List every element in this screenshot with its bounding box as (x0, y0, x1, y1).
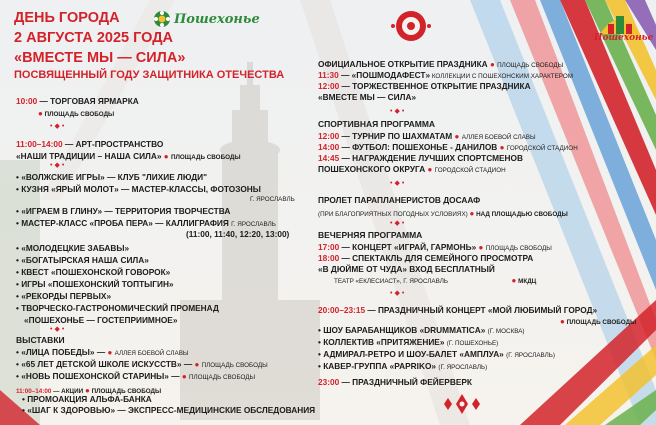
location-pin-icon: ● (454, 132, 460, 141)
exhibition-item: • «65 ЛЕТ ДЕТСКОЙ ШКОЛЕ ИСКУССТВ» — ● ПЛОЩАДЬ СВОБОДЫ (16, 359, 268, 369)
concert-item: • КАВЕР-ГРУППА «PAPRIKO» (Г. ЯРОСЛАВЛЬ) (318, 361, 488, 371)
concert-place-row: ● ПЛОЩАДЬ СВОБОДЫ (560, 317, 637, 326)
concert-item: • АДМИРАЛ-РЕТРО И ШОУ-БАЛЕТ «АМПЛУА» (Г. ЯРОСЛАВЛЬ) (318, 349, 556, 359)
location-pin-icon: ● (163, 152, 169, 161)
art-sub: «НАШИ ТРАДИЦИИ – НАША СИЛА» (16, 151, 162, 161)
actions-item: • ПРОМОАКЦИЯ АЛЬФА-БАНКА (22, 394, 152, 404)
art-sub-row (16, 152, 241, 161)
sport-title: СПОРТИВНАЯ ПРОГРАММА (318, 119, 436, 129)
games-item: • «МОЛОДЕЦКИЕ ЗАБАВЫ» (16, 243, 130, 253)
location-pin-icon: ● (478, 243, 484, 252)
ornament-divider: •◆• (50, 162, 67, 169)
fair-place: ПЛОЩАДЬ СВОБОДЫ (44, 111, 115, 118)
header-slogan: «ВМЕСТЕ МЫ — СИЛА» (14, 50, 186, 66)
opening-2-sub: «ВМЕСТЕ МЫ — СИЛА» (318, 92, 417, 102)
exhibitions-title: ВЫСТАВКИ (16, 335, 65, 345)
fireworks-row: 23:00 — ПРАЗДНИЧНЫЙ ФЕЙЕРВЕРК (318, 377, 472, 387)
calligraphy-times: (11:00, 11:40, 12:20, 13:00) (186, 229, 290, 239)
art-item: • МАСТЕР-КЛАСС «ПРОБА ПЕРА» — КАЛЛИГРАФИЯ Г. ЯРОСЛАВЛЬ (16, 218, 276, 228)
actions-row: 11:00–14:00 — АКЦИИ ● ПЛОЩАДЬ СВОБОДЫ (16, 386, 162, 395)
location-pin-icon: ● (469, 209, 475, 218)
games-item: • «РЕКОРДЫ ПЕРВЫХ» (16, 291, 112, 301)
opening-1-row: 11:30 — «ПОШМОДАФЕСТ» КОЛЛЕКЦИИ С ПОШЕХОНСКИМ ХАРАКТЕРОМ (318, 70, 574, 80)
fair-place-row (38, 110, 114, 118)
ev-2-row: 18:00 — СПЕКТАКЛЬ ДЛЯ СЕМЕЙНОГО ПРОСМОТРА (318, 253, 534, 263)
art-title: — АРТ-ПРОСТРАНСТВО (62, 139, 164, 149)
opening-title-row: ОФИЦИАЛЬНОЕ ОТКРЫТИЕ ПРАЗДНИКА ● ПЛОЩАДЬ СВОБОДЫ (318, 59, 564, 69)
ev-1-row: 17:00 — КОНЦЕРТ «ИГРАЙ, ГАРМОНЬ» ● ПЛОЩАДЬ СВОБОДЫ (318, 242, 552, 252)
location-pin-icon: ● (181, 372, 187, 381)
header-line-1: ДЕНЬ ГОРОДА (14, 10, 120, 26)
exhibition-item: • «НОВЬ ПОШЕХОНСКОЙ СТАРИНЫ» — ● ПЛОЩАДЬ СВОБОДЫ (16, 371, 256, 381)
actions-item: • «ШАГ К ЗДОРОВЬЮ» — ЭКСПРЕСС-МЕДИЦИНСКИЕ ОБСЛЕДОВАНИЯ (22, 405, 316, 415)
header-subtitle: ПОСВЯЩЕННЫЙ ГОДУ ЗАЩИТНИКА ОТЕЧЕСТВА (14, 69, 285, 81)
ev-2-theatre-row: ТЕАТР «ЕКЛЕСИАСТ», Г. ЯРОСЛАВЛЬ ● МКДЦ (334, 276, 537, 285)
flower-logo-icon (153, 10, 171, 28)
games-item: «ПОШЕХОНЬЕ — ГОСТЕПРИИМНОЕ» (24, 315, 178, 325)
folk-ornament-bottom-icon (440, 392, 484, 416)
corner-logo (594, 8, 654, 48)
concert-item: • КОЛЛЕКТИВ «ПРИТЯЖЕНИЕ» (Г. ПОШЕХОНЬЕ) (318, 337, 499, 347)
ornament-divider: •◆• (390, 290, 407, 297)
ornament-divider: •◆• (390, 180, 407, 187)
folk-ornament-icon (388, 8, 434, 44)
header-logo-text: Пошехонье (174, 12, 260, 27)
location-pin-icon: ● (560, 317, 565, 326)
location-pin-icon: ● (84, 386, 90, 395)
sport-1-row: 12:00 — ТУРНИР ПО ШАХМАТАМ ● АЛЛЕЯ БОЕВОЙ СЛАВЫ (318, 131, 536, 141)
art-city: Г. ЯРОСЛАВЛЬ (250, 196, 295, 203)
location-pin-icon: ● (427, 165, 433, 174)
art-row (16, 140, 163, 148)
sport-3-row: 14:45 — НАГРАЖДЕНИЕ ЛУЧШИХ СПОРТСМЕНОВ (318, 153, 523, 163)
ornament-divider: •◆• (390, 108, 407, 115)
art-item: • «ВОЛЖСКИЕ ИГРЫ» — КЛУБ "ЛИХИЕ ЛЮДИ" (16, 172, 208, 182)
opening-2-row: 12:00 — ТОРЖЕСТВЕННОЕ ОТКРЫТИЕ ПРАЗДНИКА (318, 81, 531, 91)
corner-logo-text: Пошехонье (594, 33, 654, 43)
location-pin-icon: ● (490, 60, 495, 69)
art-time: 11:00–14:00 (16, 139, 63, 149)
fair-title: — ТОРГОВАЯ ЯРМАРКА (37, 96, 139, 106)
evening-title: ВЕЧЕРНЯЯ ПРОГРАММА (318, 230, 423, 240)
sport-2-row: 14:00 — ФУТБОЛ: ПОШЕХОНЬЕ - ДАНИЛОВ ● ГОРОДСКОЙ СТАДИОН (318, 142, 578, 152)
fair-row (16, 97, 139, 105)
art-item: • КУЗНЯ «ЯРЫЙ МОЛОТ» — МАСТЕР-КЛАССЫ, ФОТОЗОНЫ (16, 184, 261, 194)
ornament-divider: •◆• (50, 123, 67, 130)
location-pin-icon: ● (107, 348, 113, 357)
para-title: ПРОЛЕТ ПАРАПЛАНЕРИСТОВ ДОСААФ (318, 195, 481, 205)
calligraphy-city: Г. ЯРОСЛАВЛЬ (231, 221, 276, 228)
games-item: • КВЕСТ «ПОШЕХОНСКОЙ ГОВОРОК» (16, 267, 171, 277)
ornament-divider: •◆• (390, 220, 407, 227)
header-date: 2 АВГУСТА 2025 ГОДА (14, 30, 174, 46)
fair-time: 10:00 (16, 96, 38, 106)
location-pin-icon: ● (511, 276, 517, 285)
concert-row: 20:00–23:15 — ПРАЗДНИЧНЫЙ КОНЦЕРТ «МОЙ ЛЮБИМЫЙ ГОРОД» (318, 305, 598, 315)
art-item: • «ИГРАЕМ В ГЛИНУ» — ТЕРРИТОРИЯ ТВОРЧЕСТВА (16, 206, 231, 216)
ornament-divider: •◆• (50, 326, 67, 333)
games-item: • ИГРЫ «ПОШЕХОНСКИЙ ТОПТЫГИН» (16, 279, 174, 289)
games-item: • «БОГАТЫРСКАЯ НАША СИЛА» (16, 255, 149, 265)
location-pin-icon: ● (499, 143, 505, 152)
games-item: • ТВОРЧЕСКО-ГАСТРОНОМИЧЕСКИЙ ПРОМЕНАД (16, 303, 219, 313)
para-note-row: (ПРИ БЛАГОПРИЯТНЫХ ПОГОДНЫХ УСЛОВИЯХ) ● НАД ПЛОЩАДЬЮ СВОБОДЫ (318, 209, 568, 218)
ev-2-sub: «В ДЮЙМЕ ОТ ЧУДА» ВХОД БЕСПЛАТНЫЙ (318, 264, 495, 274)
exhibition-item: • «ЛИЦА ПОБЕДЫ» — ● АЛЛЕЯ БОЕВОЙ СЛАВЫ (16, 347, 189, 357)
location-pin-icon: ● (38, 109, 43, 118)
sport-3-sub: ПОШЕХОНСКОГО ОКРУГА ● ГОРОДСКОЙ СТАДИОН (318, 164, 506, 174)
location-pin-icon: ● (194, 360, 200, 369)
art-place: ПЛОЩАДЬ СВОБОДЫ (170, 154, 241, 161)
concert-item: • ШОУ БАРАБАНЩИКОВ «DRUMMATICA» (Г. МОСКВА) (318, 325, 525, 335)
